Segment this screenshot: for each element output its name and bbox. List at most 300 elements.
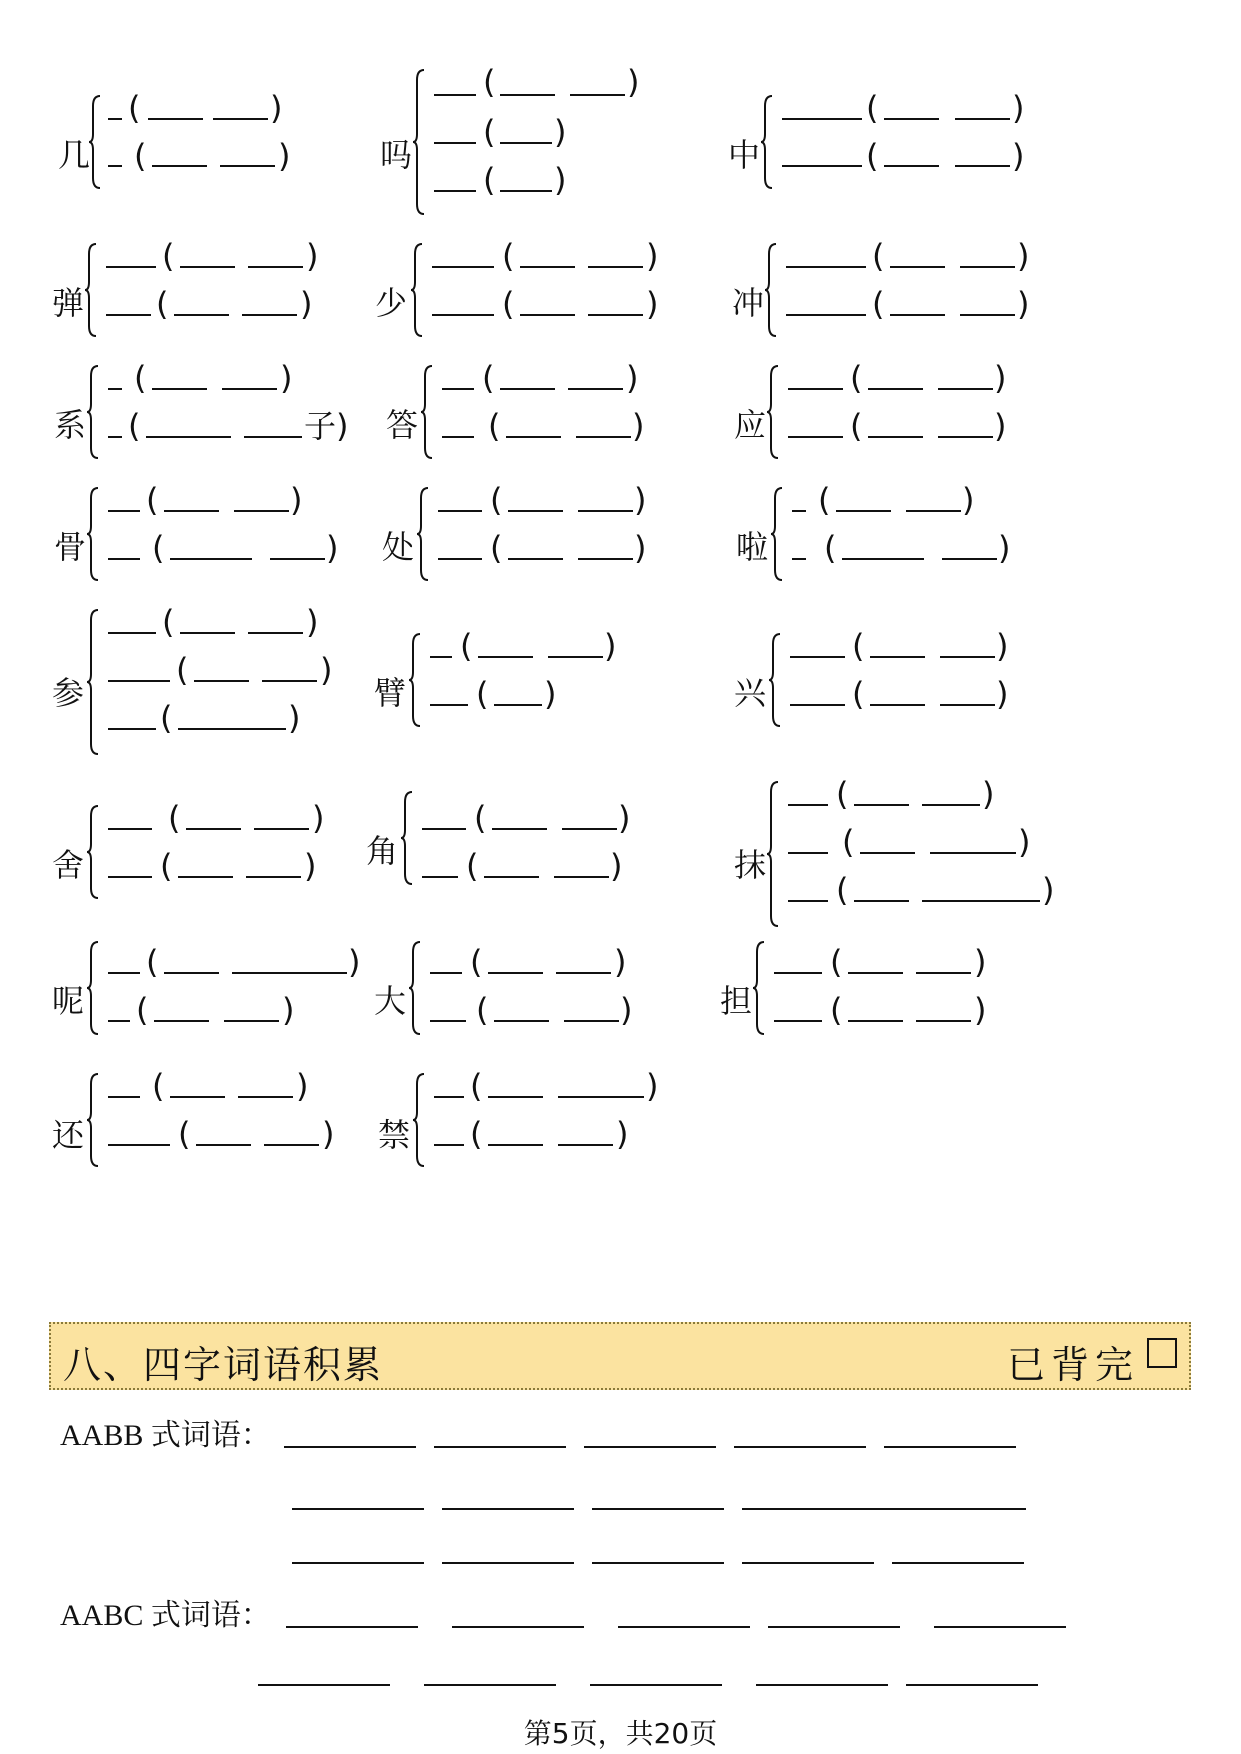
close-paren: )	[348, 943, 361, 981]
open-paren: (	[483, 113, 496, 151]
blank[interactable]	[788, 436, 843, 438]
close-paren: )	[290, 481, 303, 519]
char-mo: 抹	[734, 846, 767, 884]
blank[interactable]	[556, 972, 611, 974]
answer-line[interactable]	[884, 1446, 1016, 1448]
close-paren: )	[974, 991, 987, 1029]
open-paren: (	[830, 991, 843, 1029]
blank[interactable]	[170, 1096, 225, 1098]
blank[interactable]	[494, 1020, 549, 1022]
open-paren: (	[136, 991, 149, 1029]
blank[interactable]	[434, 142, 476, 144]
open-paren: (	[146, 481, 159, 519]
blank[interactable]	[432, 266, 494, 268]
answer-line[interactable]	[584, 1446, 716, 1448]
char-zhong: 中	[728, 136, 761, 174]
open-paren: (	[476, 675, 489, 713]
blank[interactable]	[108, 728, 156, 730]
char-can: 参	[52, 674, 85, 712]
open-paren: (	[168, 799, 181, 837]
close-paren: )	[288, 699, 301, 737]
blank[interactable]	[186, 828, 241, 830]
open-paren: (	[830, 943, 843, 981]
blank[interactable]	[782, 118, 862, 120]
blank[interactable]	[884, 165, 939, 167]
blank[interactable]	[790, 656, 845, 658]
blank[interactable]	[568, 388, 623, 390]
answer-line[interactable]	[906, 1684, 1038, 1686]
close-paren: )	[1012, 137, 1025, 175]
open-paren: (	[160, 699, 173, 737]
blank[interactable]	[164, 972, 219, 974]
open-paren: (	[818, 481, 831, 519]
close-paren: )	[304, 847, 317, 885]
open-paren: (	[490, 481, 503, 519]
brace	[752, 940, 766, 1036]
answer-line[interactable]	[424, 1684, 556, 1686]
open-paren: (	[134, 359, 147, 397]
close-paren: )	[544, 675, 557, 713]
char-dan: 弹	[52, 284, 85, 322]
blank[interactable]	[180, 632, 235, 634]
open-paren: (	[160, 847, 173, 885]
blank[interactable]	[248, 266, 303, 268]
blank[interactable]	[108, 1096, 140, 1098]
blank[interactable]	[842, 558, 924, 560]
blank[interactable]	[438, 510, 482, 512]
close-paren: )	[618, 799, 631, 837]
char-shao: 少	[375, 284, 408, 322]
blank[interactable]	[430, 972, 462, 974]
open-paren: (	[156, 285, 169, 323]
char-gu: 骨	[54, 528, 87, 566]
blank[interactable]	[430, 704, 468, 706]
answer-line[interactable]	[592, 1508, 724, 1510]
brace	[88, 94, 102, 190]
blank[interactable]	[836, 510, 891, 512]
close-paren: )	[974, 943, 987, 981]
blank[interactable]	[222, 388, 277, 390]
blank[interactable]	[788, 900, 828, 902]
close-paren: )	[994, 407, 1007, 445]
blank[interactable]	[860, 852, 915, 854]
brace	[764, 242, 778, 338]
blank[interactable]	[922, 900, 1040, 902]
answer-line[interactable]	[590, 1684, 722, 1686]
blank[interactable]	[790, 704, 845, 706]
close-paren: )	[610, 847, 623, 885]
blank[interactable]	[264, 1144, 319, 1146]
blank[interactable]	[224, 1020, 279, 1022]
open-paren: (	[502, 237, 515, 275]
blank[interactable]	[484, 876, 539, 878]
blank[interactable]	[488, 972, 543, 974]
blank[interactable]	[884, 118, 939, 120]
blank[interactable]	[930, 852, 1016, 854]
blank[interactable]	[500, 142, 552, 144]
brace	[410, 242, 424, 338]
open-paren: (	[162, 237, 175, 275]
open-paren: (	[872, 237, 885, 275]
open-paren: (	[178, 1115, 191, 1153]
blank[interactable]	[106, 266, 156, 268]
char-jiao: 角	[366, 832, 399, 870]
char-dan2: 担	[720, 982, 753, 1020]
open-paren: (	[872, 285, 885, 323]
blank[interactable]	[108, 1020, 130, 1022]
brace	[86, 804, 100, 900]
close-paren: )	[278, 137, 291, 175]
brace	[86, 486, 100, 582]
blank[interactable]	[588, 266, 643, 268]
close-paren: )	[632, 407, 645, 445]
blank[interactable]	[108, 165, 122, 167]
close-paren: )	[554, 161, 567, 199]
blank[interactable]	[430, 656, 452, 658]
blank[interactable]	[108, 828, 152, 830]
open-paren: (	[466, 847, 479, 885]
close-paren: )	[320, 651, 333, 689]
answer-line[interactable]	[734, 1446, 866, 1448]
brace	[86, 364, 100, 460]
blank[interactable]	[890, 266, 945, 268]
blank[interactable]	[492, 828, 547, 830]
open-paren: (	[866, 137, 879, 175]
blank[interactable]	[108, 388, 122, 390]
blank[interactable]	[786, 266, 866, 268]
blank[interactable]	[578, 510, 633, 512]
open-paren: (	[482, 359, 495, 397]
open-paren: (	[502, 285, 515, 323]
blank[interactable]	[434, 1096, 464, 1098]
blank[interactable]	[508, 510, 563, 512]
blank[interactable]	[422, 876, 458, 878]
blank[interactable]	[788, 388, 843, 390]
blank[interactable]	[178, 728, 286, 730]
open-paren: (	[850, 407, 863, 445]
blank[interactable]	[254, 828, 309, 830]
char-chong: 冲	[732, 284, 765, 322]
blank[interactable]	[432, 314, 494, 316]
blank[interactable]	[164, 510, 219, 512]
blank[interactable]	[938, 436, 993, 438]
close-paren: )	[616, 1115, 629, 1153]
blank[interactable]	[558, 1096, 644, 1098]
open-paren: (	[490, 529, 503, 567]
blank[interactable]	[520, 314, 575, 316]
blank[interactable]	[488, 1096, 543, 1098]
blank[interactable]	[564, 1020, 619, 1022]
blank[interactable]	[792, 558, 806, 560]
answer-line[interactable]	[452, 1626, 584, 1628]
blank[interactable]	[774, 972, 822, 974]
done-checkbox[interactable]	[1147, 1338, 1177, 1368]
answer-line[interactable]	[292, 1508, 424, 1510]
blank[interactable]	[942, 558, 997, 560]
section-banner	[49, 1322, 1191, 1390]
blank[interactable]	[782, 165, 862, 167]
brace	[412, 68, 426, 216]
open-paren: (	[852, 675, 865, 713]
blank[interactable]	[108, 972, 140, 974]
char-jin: 禁	[378, 1116, 411, 1154]
brace	[770, 486, 784, 582]
answer-line[interactable]	[742, 1508, 1026, 1510]
blank[interactable]	[152, 388, 207, 390]
open-paren: (	[128, 89, 141, 127]
close-paren: )	[1018, 823, 1031, 861]
blank[interactable]	[422, 828, 466, 830]
open-paren: (	[152, 529, 165, 567]
blank[interactable]	[108, 876, 152, 878]
blank[interactable]	[194, 680, 249, 682]
char-ji: 几	[58, 136, 91, 174]
blank[interactable]	[146, 436, 231, 438]
blank[interactable]	[788, 852, 828, 854]
answer-line[interactable]	[756, 1684, 888, 1686]
section-title: 八、四字词语积累	[63, 1343, 384, 1387]
suffix-zi: 子)	[304, 407, 349, 445]
answer-line[interactable]	[768, 1626, 900, 1628]
answer-line[interactable]	[286, 1626, 418, 1628]
blank[interactable]	[434, 190, 476, 192]
blank[interactable]	[588, 314, 643, 316]
blank[interactable]	[788, 804, 828, 806]
blank[interactable]	[244, 436, 302, 438]
blank[interactable]	[108, 680, 170, 682]
blank[interactable]	[562, 828, 617, 830]
answer-line[interactable]	[292, 1562, 424, 1564]
brace	[420, 364, 434, 460]
blank[interactable]	[170, 558, 252, 560]
blank[interactable]	[955, 118, 1010, 120]
open-paren: (	[162, 603, 175, 641]
blank[interactable]	[500, 94, 555, 96]
brace	[84, 242, 98, 338]
blank[interactable]	[270, 558, 325, 560]
blank[interactable]	[500, 190, 552, 192]
brace	[766, 780, 780, 928]
open-paren: (	[176, 651, 189, 689]
blank[interactable]	[938, 388, 993, 390]
char-she: 舍	[52, 846, 85, 884]
blank[interactable]	[148, 118, 203, 120]
close-paren: )	[300, 285, 313, 323]
char-la: 啦	[736, 528, 769, 566]
blank[interactable]	[248, 632, 303, 634]
blank[interactable]	[242, 314, 297, 316]
char-da2: 大	[374, 982, 407, 1020]
aabc-label: AABC 式词语：	[60, 1599, 271, 1632]
close-paren: )	[998, 529, 1011, 567]
brace	[766, 364, 780, 460]
blank[interactable]	[108, 1144, 170, 1146]
blank[interactable]	[500, 388, 555, 390]
close-paren: )	[996, 627, 1009, 665]
blank[interactable]	[940, 656, 995, 658]
answer-line[interactable]	[618, 1626, 750, 1628]
blank[interactable]	[558, 1144, 613, 1146]
blank[interactable]	[960, 314, 1015, 316]
answer-line[interactable]	[284, 1446, 416, 1448]
blank[interactable]	[870, 656, 925, 658]
brace	[400, 790, 414, 886]
page-footer: 第5页，共20页	[523, 1717, 718, 1750]
blank[interactable]	[554, 876, 609, 878]
blank[interactable]	[868, 388, 923, 390]
close-paren: )	[982, 775, 995, 813]
open-paren: (	[483, 63, 496, 101]
close-paren: )	[312, 799, 325, 837]
close-paren: )	[326, 529, 339, 567]
blank[interactable]	[434, 94, 476, 96]
answer-line[interactable]	[742, 1562, 874, 1564]
blank[interactable]	[180, 266, 235, 268]
blank[interactable]	[955, 165, 1010, 167]
blank[interactable]	[508, 558, 563, 560]
blank[interactable]	[848, 972, 903, 974]
char-da: 答	[386, 406, 419, 444]
blank[interactable]	[108, 632, 156, 634]
blank[interactable]	[506, 436, 561, 438]
blank[interactable]	[154, 1020, 209, 1022]
answer-line[interactable]	[592, 1562, 724, 1564]
close-paren: )	[994, 359, 1007, 397]
open-paren: (	[836, 871, 849, 909]
answer-line[interactable]	[892, 1562, 1024, 1564]
blank[interactable]	[854, 804, 909, 806]
blank[interactable]	[848, 1020, 903, 1022]
blank[interactable]	[152, 165, 207, 167]
blank[interactable]	[792, 510, 806, 512]
brace	[416, 486, 430, 582]
brace	[408, 940, 422, 1036]
open-paren: (	[824, 529, 837, 567]
close-paren: )	[626, 359, 639, 397]
blank[interactable]	[434, 1144, 464, 1146]
blank[interactable]	[438, 558, 482, 560]
blank[interactable]	[196, 1144, 251, 1146]
close-paren: )	[554, 113, 567, 151]
open-paren: (	[474, 799, 487, 837]
char-ne: 呢	[52, 982, 85, 1020]
close-paren: )	[627, 63, 640, 101]
aabb-label: AABB 式词语：	[60, 1419, 271, 1452]
close-paren: )	[306, 237, 319, 275]
blank[interactable]	[916, 1020, 971, 1022]
blank[interactable]	[108, 118, 122, 120]
blank[interactable]	[916, 972, 971, 974]
blank[interactable]	[548, 656, 603, 658]
blank[interactable]	[786, 314, 866, 316]
blank[interactable]	[108, 558, 140, 560]
blank[interactable]	[960, 266, 1015, 268]
open-paren: (	[146, 943, 159, 981]
blank[interactable]	[106, 314, 151, 316]
close-paren: )	[322, 1115, 335, 1153]
char-xing: 兴	[734, 674, 767, 712]
open-paren: (	[470, 1115, 483, 1153]
blank[interactable]	[576, 436, 631, 438]
blank[interactable]	[890, 314, 945, 316]
blank[interactable]	[108, 510, 140, 512]
blank[interactable]	[442, 388, 474, 390]
close-paren: )	[646, 285, 659, 323]
close-paren: )	[306, 603, 319, 641]
blank[interactable]	[940, 704, 995, 706]
open-paren: (	[134, 137, 147, 175]
close-paren: )	[270, 89, 283, 127]
blank[interactable]	[220, 165, 275, 167]
brace	[768, 632, 782, 728]
answer-line[interactable]	[934, 1626, 1066, 1628]
blank[interactable]	[246, 876, 301, 878]
open-paren: (	[470, 1067, 483, 1105]
blank[interactable]	[442, 436, 474, 438]
answer-line[interactable]	[442, 1508, 574, 1510]
close-paren: )	[1042, 871, 1055, 909]
close-paren: )	[1012, 89, 1025, 127]
blank[interactable]	[213, 118, 268, 120]
blank[interactable]	[232, 972, 347, 974]
blank[interactable]	[488, 1144, 543, 1146]
open-paren: (	[470, 943, 483, 981]
brace	[86, 1072, 100, 1168]
brace	[412, 1072, 426, 1168]
brace	[86, 608, 100, 756]
close-paren: )	[280, 359, 293, 397]
char-ying: 应	[734, 406, 767, 444]
close-paren: )	[996, 675, 1009, 713]
open-paren: (	[842, 823, 855, 861]
blank[interactable]	[570, 94, 625, 96]
close-paren: )	[282, 991, 295, 1029]
blank[interactable]	[870, 704, 925, 706]
blank[interactable]	[868, 436, 923, 438]
blank[interactable]	[108, 436, 122, 438]
close-paren: )	[1017, 237, 1030, 275]
blank[interactable]	[478, 656, 533, 658]
blank[interactable]	[906, 510, 961, 512]
char-bi: 臂	[374, 674, 407, 712]
open-paren: (	[460, 627, 473, 665]
open-paren: (	[850, 359, 863, 397]
answer-line[interactable]	[434, 1446, 566, 1448]
blank[interactable]	[922, 804, 980, 806]
blank[interactable]	[494, 704, 542, 706]
answer-line[interactable]	[442, 1562, 574, 1564]
brace	[408, 632, 422, 728]
blank[interactable]	[262, 680, 317, 682]
open-paren: (	[152, 1067, 165, 1105]
blank[interactable]	[174, 314, 229, 316]
close-paren: )	[620, 991, 633, 1029]
blank[interactable]	[178, 876, 233, 878]
blank[interactable]	[854, 900, 909, 902]
section-status: 已背完	[1006, 1343, 1139, 1387]
blank[interactable]	[234, 510, 289, 512]
blank[interactable]	[578, 558, 633, 560]
blank[interactable]	[430, 1020, 466, 1022]
blank[interactable]	[238, 1096, 293, 1098]
answer-line[interactable]	[258, 1684, 390, 1686]
open-paren: (	[836, 775, 849, 813]
blank[interactable]	[520, 266, 575, 268]
blank[interactable]	[774, 1020, 822, 1022]
open-paren: (	[852, 627, 865, 665]
open-paren: (	[128, 407, 141, 445]
brace	[760, 94, 774, 190]
